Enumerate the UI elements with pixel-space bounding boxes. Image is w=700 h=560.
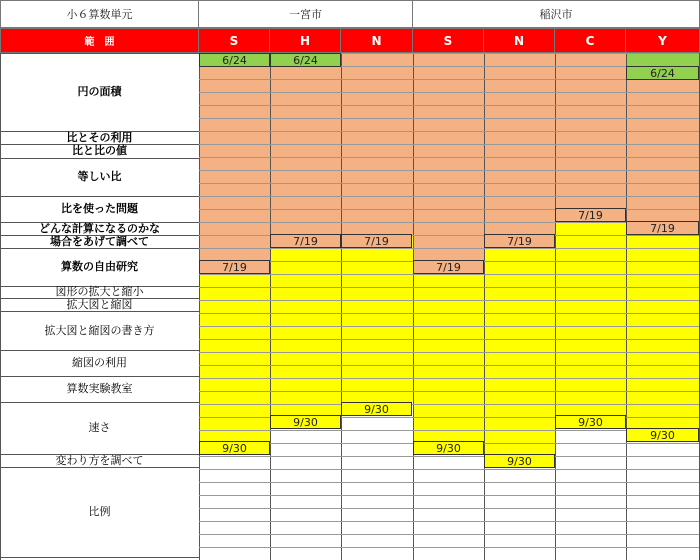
unit-title-cell[interactable]: [0, 0, 199, 28]
topic-how-to-draw[interactable]: 拡大図と縮図の書き方: [44, 323, 155, 337]
row-line: [199, 248, 699, 249]
row-line: [199, 118, 699, 119]
topic-boundary: [0, 557, 199, 558]
date-box[interactable]: 7/19: [413, 260, 484, 274]
row-line: [199, 326, 699, 327]
schedule-fill: [484, 235, 555, 454]
column-divider: [199, 53, 200, 560]
row-line: [199, 547, 699, 548]
topic-free-research[interactable]: 算数の自由研究: [61, 260, 138, 274]
topic-proportion[interactable]: 比例: [88, 505, 111, 519]
date-box[interactable]: 7/19: [270, 234, 341, 248]
row-line: [199, 183, 699, 184]
topic-enlarge-reduce[interactable]: 図形の拡大と縮小: [55, 285, 144, 299]
date-box[interactable]: 9/30: [199, 441, 270, 455]
column-divider: [341, 53, 342, 560]
row-line: [199, 131, 699, 132]
row-line: [199, 222, 699, 223]
column-divider: [413, 53, 414, 560]
date-box[interactable]: 9/30: [270, 415, 341, 429]
date-box[interactable]: 9/30: [555, 415, 626, 429]
range-header[interactable]: [0, 28, 199, 53]
row-line: [199, 404, 699, 405]
date-box[interactable]: 9/30: [413, 441, 484, 455]
date-box[interactable]: 6/24: [626, 66, 699, 80]
date-box[interactable]: 9/30: [484, 454, 555, 468]
date-box[interactable]: 9/30: [341, 402, 412, 416]
column-divider: [484, 53, 485, 560]
column-header-s-0[interactable]: S: [199, 28, 270, 53]
row-line: [199, 79, 699, 80]
topic-math-lab[interactable]: 算数実験教室: [66, 382, 133, 396]
date-box[interactable]: 7/19: [555, 208, 626, 222]
column-header-h-1[interactable]: H: [270, 28, 341, 53]
row-line: [199, 144, 699, 145]
topic-cases[interactable]: 場合をあげて調べて: [50, 234, 149, 248]
topic-enlarged-reduced[interactable]: 拡大図と縮図: [66, 297, 133, 311]
row-line: [199, 365, 699, 366]
row-line: [199, 170, 699, 171]
date-box[interactable]: 7/19: [484, 234, 555, 248]
topic-ratio-value[interactable]: 比と比の値: [72, 144, 127, 158]
column-divider: [555, 53, 556, 560]
column-divider: [270, 53, 271, 560]
city1-header[interactable]: [199, 0, 413, 28]
topic-which-calc[interactable]: どんな計算になるのかな: [39, 221, 160, 235]
schedule-fill: [199, 66, 270, 260]
range-label: 範 囲: [84, 37, 115, 48]
schedule-fill: [270, 235, 341, 415]
topic-use-reduced[interactable]: 縮図の利用: [72, 356, 127, 370]
topic-changes[interactable]: 変わり方を調べて: [55, 453, 144, 467]
row-line: [199, 521, 699, 522]
date-box[interactable]: 7/19: [341, 234, 412, 248]
row-line: [199, 313, 699, 314]
row-line: [199, 534, 699, 535]
row-line: [199, 196, 699, 197]
city2-header[interactable]: [413, 0, 700, 28]
date-box[interactable]: 6/24: [270, 53, 341, 67]
row-line: [199, 274, 699, 275]
row-line: [199, 430, 699, 431]
row-line: [199, 92, 699, 93]
column-header-c-5[interactable]: C: [555, 28, 626, 53]
date-box[interactable]: 7/19: [626, 221, 699, 235]
topic-ratio-use[interactable]: 比とその利用: [66, 130, 133, 144]
row-line: [199, 391, 699, 392]
topic-boundary: [0, 53, 199, 54]
row-line: [199, 378, 699, 379]
date-box[interactable]: 7/19: [199, 260, 270, 274]
column-header-n-2[interactable]: N: [341, 28, 413, 53]
topic-equal-ratio[interactable]: 等しい比: [77, 170, 122, 184]
column-header-s-3[interactable]: S: [413, 28, 484, 53]
schedule-fill: [626, 53, 700, 66]
schedule-fill: [626, 80, 700, 221]
topic-ratio-problems[interactable]: 比を使った問題: [61, 202, 138, 216]
row-line: [199, 508, 699, 509]
topic-speed[interactable]: 速さ: [88, 421, 111, 435]
column-divider: [626, 53, 627, 560]
topic-circle-area[interactable]: 円の面積: [77, 85, 122, 99]
row-line: [199, 287, 699, 288]
schedule-fill: [626, 221, 700, 428]
column-header-y-6[interactable]: Y: [626, 28, 700, 53]
date-box[interactable]: 9/30: [626, 428, 699, 442]
row-line: [199, 469, 699, 470]
city1-label: 一宮市: [289, 8, 322, 21]
schedule-fill: [555, 208, 626, 415]
row-line: [199, 495, 699, 496]
date-box[interactable]: 6/24: [199, 53, 270, 67]
row-line: [199, 339, 699, 340]
row-line: [199, 456, 699, 457]
row-line: [199, 352, 699, 353]
row-line: [199, 482, 699, 483]
column-header-n-4[interactable]: N: [484, 28, 555, 53]
row-line: [199, 300, 699, 301]
city2-label: 稲沢市: [539, 8, 573, 21]
row-line: [199, 105, 699, 106]
row-line: [199, 157, 699, 158]
unit-title: 小６算数単元: [66, 8, 133, 21]
